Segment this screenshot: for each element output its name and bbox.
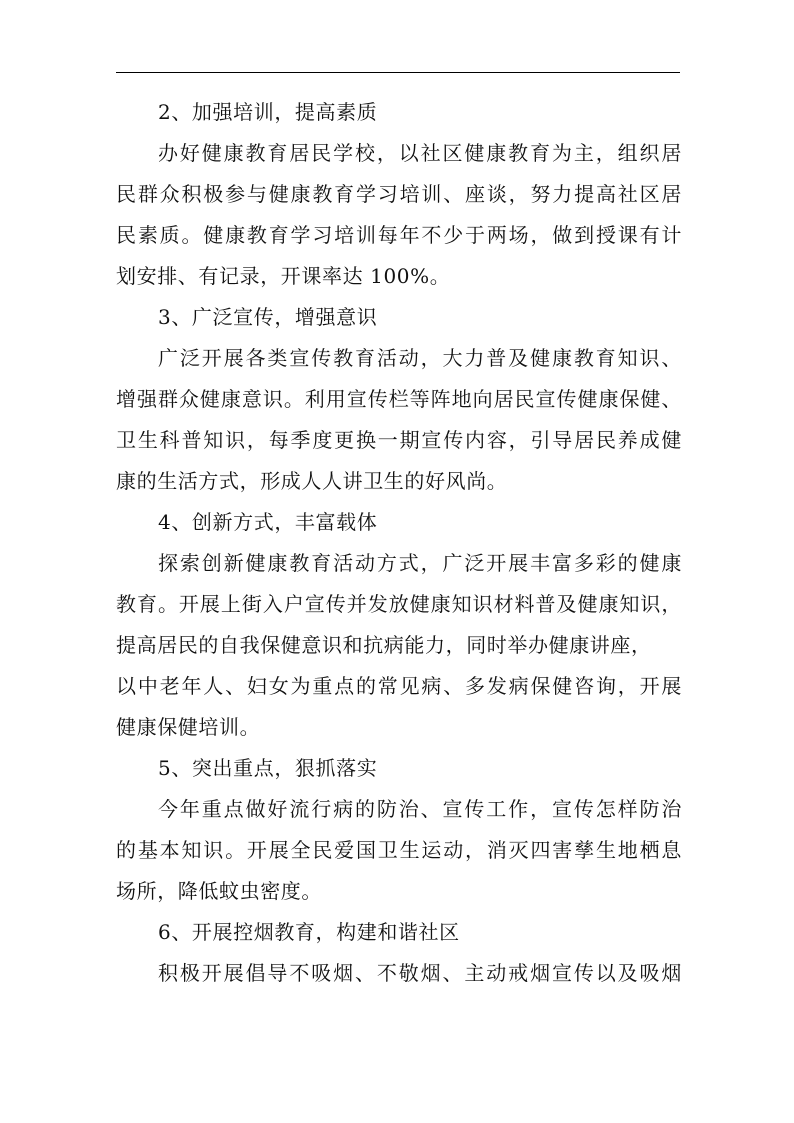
header-rule [116, 72, 680, 73]
paragraph-line: 积极开展倡导不吸烟、不敬烟、主动戒烟宣传以及吸烟 [158, 961, 682, 985]
paragraph-line: 增强群众健康意识。利用宣传栏等阵地向居民宣传健康保健、 [116, 387, 682, 411]
paragraph-line: 民素质。健康教育学习培训每年不少于两场，做到授课有计 [116, 223, 682, 247]
section-heading-6: 6、开展控烟教育，构建和谐社区 [158, 920, 460, 944]
paragraph-line: 康的生活方式，形成人人讲卫生的好风尚。 [116, 469, 508, 493]
paragraph-line: 健康保健培训。 [116, 715, 261, 739]
section-heading-2: 2、加强培训，提高素质 [158, 100, 378, 124]
paragraph-line: 今年重点做好流行病的防治、宣传工作，宣传怎样防治 [158, 797, 682, 821]
paragraph-line: 卫生科普知识，每季度更换一期宣传内容，引导居民养成健 [116, 428, 682, 452]
section-heading-3: 3、广泛宣传，增强意识 [158, 305, 378, 329]
paragraph-line: 提高居民的自我保健意识和抗病能力，同时举办健康讲座， [116, 633, 652, 657]
paragraph-line: 办好健康教育居民学校，以社区健康教育为主，组织居 [158, 141, 682, 165]
section-heading-4: 4、创新方式，丰富载体 [158, 510, 378, 534]
paragraph-line: 以中老年人、妇女为重点的常见病、多发病保健咨询，开展 [116, 674, 682, 698]
paragraph-line: 的基本知识。开展全民爱国卫生运动，消灭四害孳生地栖息 [116, 838, 682, 862]
paragraph-line: 探索创新健康教育活动方式，广泛开展丰富多彩的健康 [158, 551, 682, 575]
paragraph-line: 教育。开展上街入户宣传并发放健康知识材料普及健康知识， [116, 592, 682, 616]
paragraph-line: 划安排、有记录，开课率达 100%。 [116, 264, 451, 288]
document-body [116, 92, 682, 994]
section-heading-5: 5、突出重点，狠抓落实 [158, 756, 378, 780]
paragraph-line: 场所，降低蚊虫密度。 [116, 879, 322, 903]
paragraph-line: 广泛开展各类宣传教育活动，大力普及健康教育知识、 [158, 346, 682, 370]
paragraph-line: 民群众积极参与健康教育学习培训、座谈，努力提高社区居 [116, 182, 682, 206]
